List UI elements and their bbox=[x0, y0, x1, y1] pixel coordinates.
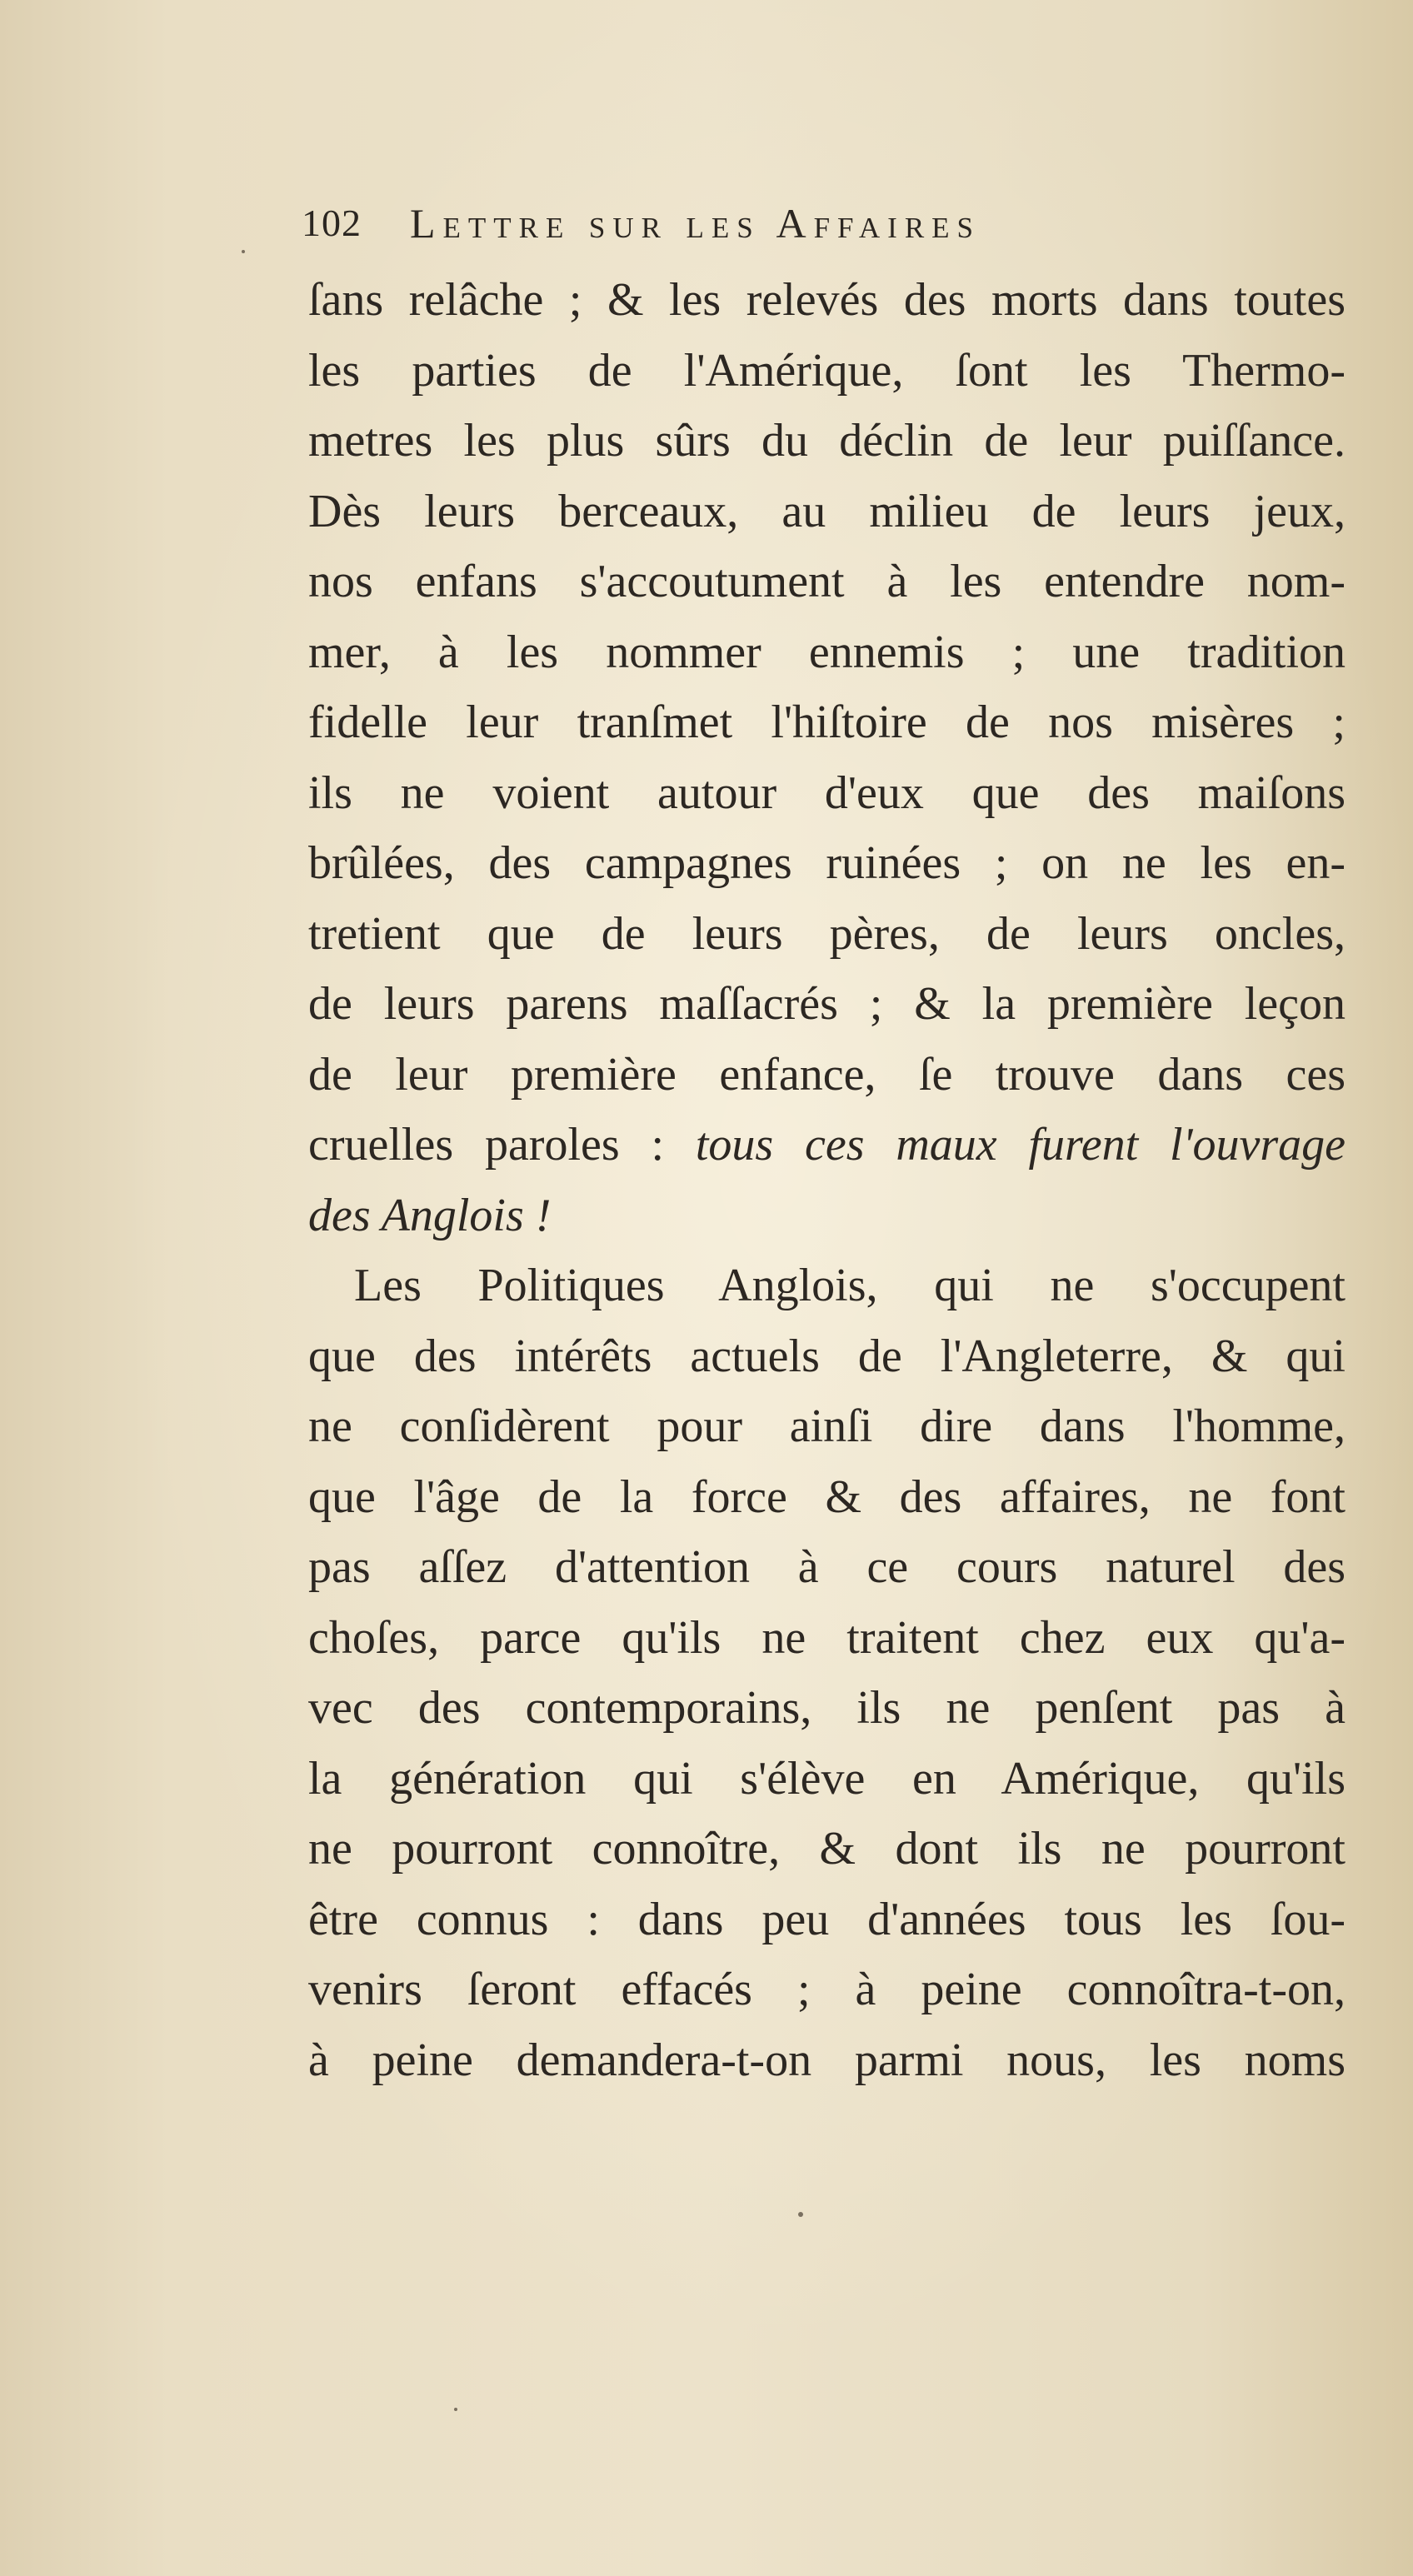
text-line: venirs ſeront effacés ; à peine connoîtra-t-on, bbox=[308, 1964, 1346, 2015]
paragraph-start: Les Politiques Anglois, qui ne s'occupent bbox=[354, 1260, 1346, 1311]
text-line: ne pourront connoître, & dont ils ne pourront bbox=[308, 1823, 1346, 1875]
text-line: tretient que de leurs pères, de leurs oncles, bbox=[308, 907, 1346, 960]
text-line: que des intérêts actuels de l'Angleterre, & qui bbox=[308, 1330, 1346, 1382]
text-line: les parties de l'Amérique, ſont les Thermo- bbox=[308, 344, 1346, 397]
text-line: brûlées, des campagnes ruinées ; on ne les en- bbox=[308, 837, 1346, 889]
text-line: Dès leurs berceaux, au milieu de leurs jeux, bbox=[308, 485, 1346, 537]
ink-speck bbox=[798, 2212, 803, 2217]
ink-speck bbox=[242, 250, 245, 253]
text-line: choſes, parce qu'ils ne traitent chez eux qu'a- bbox=[308, 1611, 1346, 1664]
text-line: nos enfans s'accoutument à les entendre nom- bbox=[308, 556, 1346, 607]
page-number: 102 bbox=[302, 202, 362, 244]
ink-speck bbox=[454, 2408, 457, 2411]
text-line: être connus : dans peu d'années tous les ſou- bbox=[308, 1893, 1346, 1945]
text-line: ils ne voient autour d'eux que des maiſons bbox=[308, 766, 1346, 819]
text-line: ne conſidèrent pour ainſi dire dans l'homme, bbox=[308, 1400, 1346, 1452]
running-head: Lettre sur les Affaires bbox=[410, 200, 981, 247]
text-line-mixed bbox=[308, 1110, 1346, 1181]
italic-quote-end: des Anglois ! bbox=[308, 1189, 552, 1241]
text-line: à peine demandera-t-on parmi nous, les noms bbox=[308, 2034, 1346, 2086]
text-line: fidelle leur tranſmet l'hiſtoire de nos misères ; bbox=[308, 696, 1346, 748]
text-line: mer, à les nommer ennemis ; une tradition bbox=[308, 626, 1346, 678]
text-line: la génération qui s'élève en Amérique, qu'ils bbox=[308, 1752, 1346, 1805]
text-line: ſans relâche ; & les relevés des morts dans toutes bbox=[308, 274, 1346, 326]
page-header bbox=[302, 190, 1260, 257]
italic-quote: tous ces maux furent l'ouvrage bbox=[695, 1119, 1346, 1171]
text-line: de leur première enfance, ſe trouve dans ces bbox=[308, 1048, 1346, 1101]
text-roman: cruelles paroles : bbox=[308, 1119, 696, 1171]
text-line: metres les plus sûrs du déclin de leur puiſſance. bbox=[308, 415, 1346, 467]
text-line: vec des contemporains, ils ne penſent pas à bbox=[308, 1682, 1346, 1734]
text-line: que l'âge de la force & des affaires, ne font bbox=[308, 1470, 1346, 1523]
text-line: de leurs parens maſſacrés ; & la première leçon bbox=[308, 978, 1346, 1030]
text-line: pas aſſez d'attention à ce cours naturel des bbox=[308, 1541, 1346, 1593]
body-text bbox=[308, 265, 1346, 2095]
